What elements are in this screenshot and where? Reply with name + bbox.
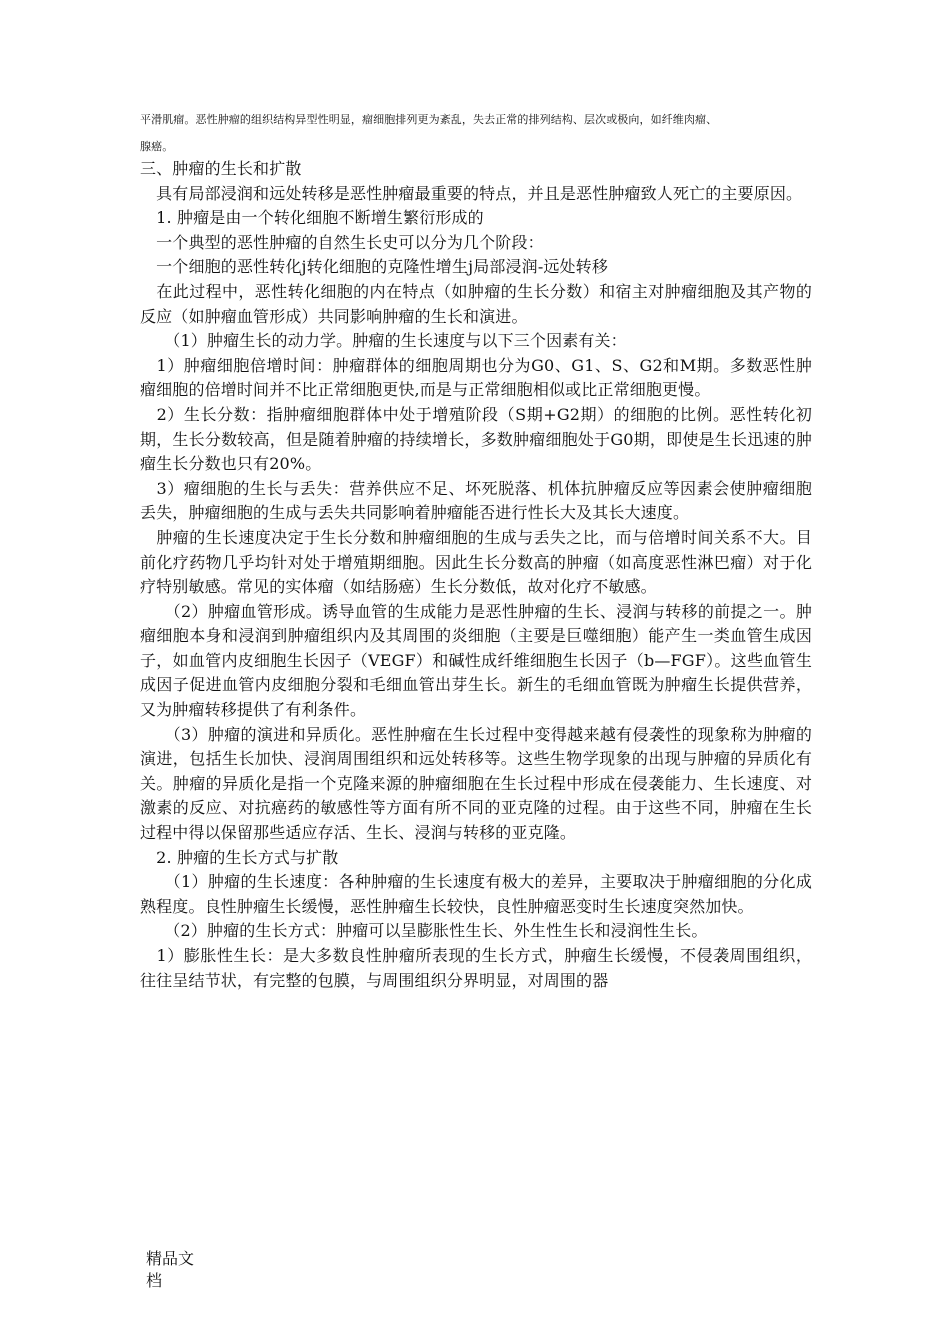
footer-watermark (146, 1248, 206, 1292)
document-body (140, 157, 812, 993)
paragraph: 肿瘤的生长速度决定于生长分数和肿瘤细胞的生成与丢失之比，而与倍增时间关系不大。目前化疗药物几乎均针对处于增殖期细胞。因此生长分数高的肿瘤（如高度恶性淋巴瘤）对于化疗特别敏感。常见的实体瘤（如结肠癌）生长分数低，故对化疗不敏感。 (140, 527, 812, 597)
footer-line-1: 精品文 (146, 1249, 195, 1268)
paragraph: 一个细胞的恶性转化j转化细胞的克隆性增生j局部浸润-远处转移 (140, 257, 608, 277)
section-title: 三、肿瘤的生长和扩散 (140, 159, 302, 178)
paragraph: 3）瘤细胞的生长与丢失：营养供应不足、坏死脱落、机体抗肿瘤反应等因素会使肿瘤细胞丢失，肿瘤细胞的生成与丢失共同影响着肿瘤能否进行性长大及其长大速度。 (140, 478, 812, 523)
paragraph: 一个典型的恶性肿瘤的自然生长史可以分为几个阶段： (140, 232, 544, 252)
paragraph: （2）肿瘤的生长方式：肿瘤可以呈膨胀性生长、外生性生长和浸润性生长。 (140, 921, 708, 941)
paragraph: （3）肿瘤的演进和异质化。恶性肿瘤在生长过程中变得越来越有侵袭性的现象称为肿瘤的演进，包括生长加快、浸润周围组织和远处转移等。这些生物学现象的出现与肿瘤的异质化有关。肿瘤的异质化是指一个克隆来源的肿瘤细胞在生长过程中形成在侵袭能力、生长速度、对激素的反应、对抗癌药的敏感性等方面有所不同的亚克隆的过程。由于这些不同，肿瘤在生长过程中得以保留那些适应存活、生长、浸润与转移的亚克隆。 (140, 724, 812, 843)
fragment-line-2: 腺癌。 (140, 140, 174, 153)
footer-line-2: 档 (146, 1271, 163, 1290)
fragment-line-1: 平滑肌瘤。恶性肿瘤的组织结构异型性明显，瘤细胞排列更为紊乱，失去正常的排列结构、层次或极向，如纤维肉瘤、 (140, 113, 718, 126)
paragraph: 2）生长分数：指肿瘤细胞群体中处于增殖阶段（S期+G2期）的细胞的比例。恶性转化初期，生长分数较高，但是随着肿瘤的持续增长，多数肿瘤细胞处于G0期，即使是生长迅速的肿瘤生长分数也只有20%。 (140, 404, 812, 474)
paragraph: （2）肿瘤血管形成。诱导血管的生成能力是恶性肿瘤的生长、浸润与转移的前提之一。肿瘤细胞本身和浸润到肿瘤组织内及其周围的炎细胞（主要是巨噬细胞）能产生一类血管生成因子，如血管内皮细胞生长因子（VEGF）和碱性成纤维细胞生长因子（b—FGF）。这些血管生成因子促进血管内皮细胞分裂和毛细血管出芽生长。新生的毛细血管既为肿瘤生长提供营养，又为肿瘤转移提供了有利条件。 (140, 601, 812, 720)
paragraph: 1. 肿瘤是由一个转化细胞不断增生繁衍形成的 (140, 208, 484, 228)
paragraph: 在此过程中，恶性转化细胞的内在特点（如肿瘤的生长分数）和宿主对肿瘤细胞及其产物的反应（如肿瘤血管形成）共同影响肿瘤的生长和演进。 (140, 281, 812, 326)
paragraph: 2. 肿瘤的生长方式与扩散 (140, 847, 339, 867)
paragraph: 1）肿瘤细胞倍增时间：肿瘤群体的细胞周期也分为G0、G1、S、G2和M期。多数恶性肿瘤细胞的倍增时间并不比正常细胞更快,而是与正常细胞相似或比正常细胞更慢。 (140, 355, 812, 400)
paragraph: 1）膨胀性生长：是大多数良性肿瘤所表现的生长方式，肿瘤生长缓慢，不侵袭周围组织，往往呈结节状，有完整的包膜，与周围组织分界明显，对周围的器 (140, 946, 812, 990)
paragraph: （1）肿瘤的生长速度：各种肿瘤的生长速度有极大的差异，主要取决于肿瘤细胞的分化成熟程度。良性肿瘤生长缓慢，恶性肿瘤生长较快，良性肿瘤恶变时生长速度突然加快。 (140, 872, 812, 916)
paragraph: （1）肿瘤生长的动力学。肿瘤的生长速度与以下三个因素有关： (140, 331, 627, 351)
paragraph: 具有局部浸润和远处转移是恶性肿瘤最重要的特点，并且是恶性肿瘤致人死亡的主要原因。 (140, 183, 803, 203)
